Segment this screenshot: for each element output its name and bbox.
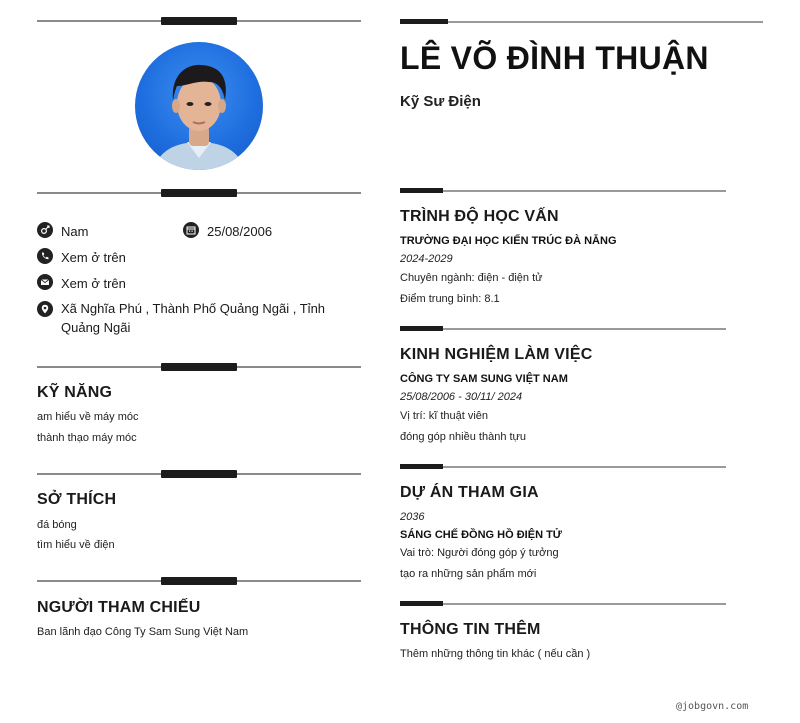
candidate-name: LÊ VÕ ĐÌNH THUẬN (400, 40, 709, 76)
project-description: tạo ra những sản phẩm mới (400, 568, 537, 580)
divider-skills (37, 366, 361, 368)
address-text: Xã Nghĩa Phú , Thành Phố Quảng Ngãi , Tỉnh Quảng Ngãi (61, 301, 326, 335)
education-period: 2024-2029 (400, 253, 453, 265)
education-title: TRÌNH ĐỘ HỌC VẤN (400, 208, 559, 225)
experience-title: KINH NGHIỆM LÀM VIỆC (400, 346, 593, 363)
skills-title: KỸ NĂNG (37, 384, 113, 401)
email-row (37, 274, 126, 293)
divider-below-avatar (37, 192, 361, 194)
company-name: CÔNG TY SAM SUNG VIỆT NAM (400, 373, 568, 385)
divider-top-right (400, 21, 763, 23)
divider-experience (400, 328, 726, 330)
projects-title: DỰ ÁN THAM GIA (400, 484, 539, 501)
gender-text: Nam (61, 224, 89, 239)
phone-icon (37, 248, 53, 264)
more-info-text: Thêm những thông tin khác ( nếu cần ) (400, 648, 591, 660)
address-row (37, 299, 361, 337)
more-info-title: THÔNG TIN THÊM (400, 621, 541, 638)
watermark: @jobgovn.com (676, 701, 749, 712)
project-year: 2036 (400, 511, 425, 523)
references-title: NGƯỜI THAM CHIẾU (37, 599, 201, 616)
divider-references (37, 580, 361, 582)
experience-position: Vị trí: kĩ thuật viên (400, 410, 489, 422)
education-major: Chuyên ngành: điện - điện tử (400, 272, 543, 284)
skill-item: am hiểu về máy móc (37, 411, 139, 423)
birthday-row (183, 222, 272, 241)
divider-top-left (37, 20, 361, 22)
birthday-text: 25/08/2006 (207, 224, 273, 239)
gender-icon (37, 222, 53, 238)
education-gpa: Điểm trung bình: 8.1 (400, 293, 500, 305)
divider-projects (400, 466, 726, 468)
email-text: Xem ở trên (61, 276, 126, 291)
references-text: Ban lãnh đạo Công Ty Sam Sung Việt Nam (37, 626, 249, 638)
gender-row (37, 222, 88, 241)
avatar (135, 42, 263, 170)
project-role: Vai trò: Người đóng góp ý tưởng (400, 547, 559, 559)
location-pin-icon (37, 301, 53, 317)
experience-description: đóng góp nhiều thành tựu (400, 431, 527, 443)
calendar-icon (183, 222, 199, 238)
hobbies-title: SỞ THÍCH (37, 491, 117, 508)
job-title: Kỹ Sư Điện (400, 93, 481, 110)
person-photo (135, 42, 263, 170)
divider-more-info (400, 603, 726, 605)
divider-hobbies (37, 473, 361, 475)
phone-row (37, 248, 126, 267)
experience-period: 25/08/2006 - 30/11/ 2024 (400, 391, 523, 403)
hobby-item: đá bóng (37, 519, 77, 531)
divider-education (400, 190, 726, 192)
phone-text: Xem ở trên (61, 250, 126, 265)
hobby-item: tìm hiểu về điện (37, 539, 115, 551)
skill-item: thành thạo máy móc (37, 432, 137, 444)
project-name: SÁNG CHẾ ĐỒNG HỒ ĐIỆN TỬ (400, 529, 562, 541)
school-name: TRƯỜNG ĐẠI HỌC KIẾN TRÚC ĐÀ NẴNG (400, 235, 617, 247)
mail-icon (37, 274, 53, 290)
